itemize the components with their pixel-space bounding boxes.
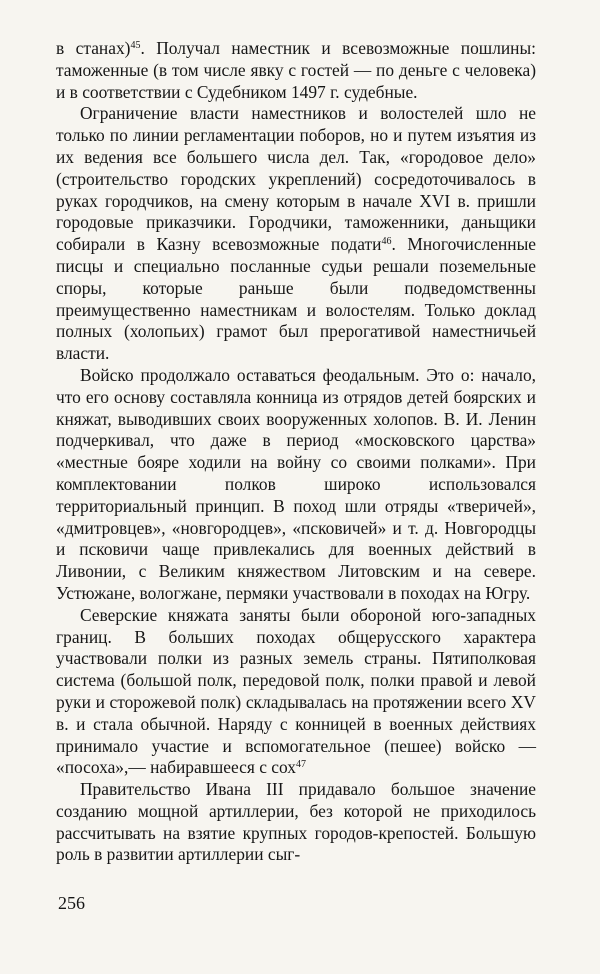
text-segment: . Многочисленные писцы и специально посланные судьи решали поземельные споры, которые раньше были подведомственны преимущественно наместникам и волостелям. Только доклад полных (холопьих) грамот был прерогативой наместничьей власти.	[56, 234, 536, 364]
paragraph-1	[56, 38, 536, 103]
text-segment: Ограничение власти наместников и волостелей шло не только по линии регламентации поборов, но и путем изъятия из их ведения все большего числа дел. Так, «городовое дело» (строительство городских укреплений) сосредоточивалось в руках городчиков, на смену которым в начале XVI в. пришли городовые приказчики. Городчики, таможенники, даньщики собирали в Казну всевозможные подати	[56, 103, 536, 255]
body-text	[56, 38, 536, 866]
text-segment: . Получал наместник и всевозможные пошлины: таможенные (в том числе явку с гостей — по деньге с человека) и в соответствии с Судебником 1497 г. судебные.	[56, 38, 536, 102]
text-segment: Правительство Ивана III придавало большое значение созданию мощной артиллерии, без которой не приходилось рассчитывать на взятие крупных городов-крепостей. Большую роль в развитии артиллерии сыг-	[56, 779, 536, 865]
paragraph-4	[56, 605, 536, 779]
footnote-ref-47: 47	[295, 759, 306, 771]
paragraph-2	[56, 103, 536, 365]
text-segment: в станах)	[56, 38, 131, 58]
text-segment: Северские княжата заняты были обороной юго-западных границ. В больших походах общерусского характера участвовали полки из разных земель страны. Пятиполковая система (большой полк, передовой полк, полки правой и левой руки и сторожевой полк) складывалась на протяжении всего XV в. и стала обычной. Наряду с конницей в военных действиях принимало участие и вспомогательное (пешее) войско — «посоха»,— набиравшееся с сох	[56, 604, 536, 778]
text-segment: Войско продолжало оставаться феодальным. Это о: начало, что его основу составляла конница из отрядов детей боярских и княжат, выводивших своих вооруженных холопов. В. И. Ленин подчеркивал, что даже в период «московского царства» «местные бояре ходили на войну со своими полками». При комплектовании полков широко использовался территориальный принцип. В поход шли отряды «тверичей», «дмитровцев», «новгородцев», «псковичей» и т. д. Новгородцы и псковичи чаще привлекались для военных действий в Ливонии, с Великим княжеством Литовским и на севере. Устюжане, вологжане, пермяки участвовали в походах на Югру.	[56, 364, 536, 603]
footnote-ref-46: 46	[381, 236, 392, 248]
paragraph-5	[56, 779, 536, 866]
page-number: 256	[58, 893, 85, 913]
paragraph-3	[56, 365, 536, 605]
footnote-ref-45: 45	[130, 40, 141, 51]
